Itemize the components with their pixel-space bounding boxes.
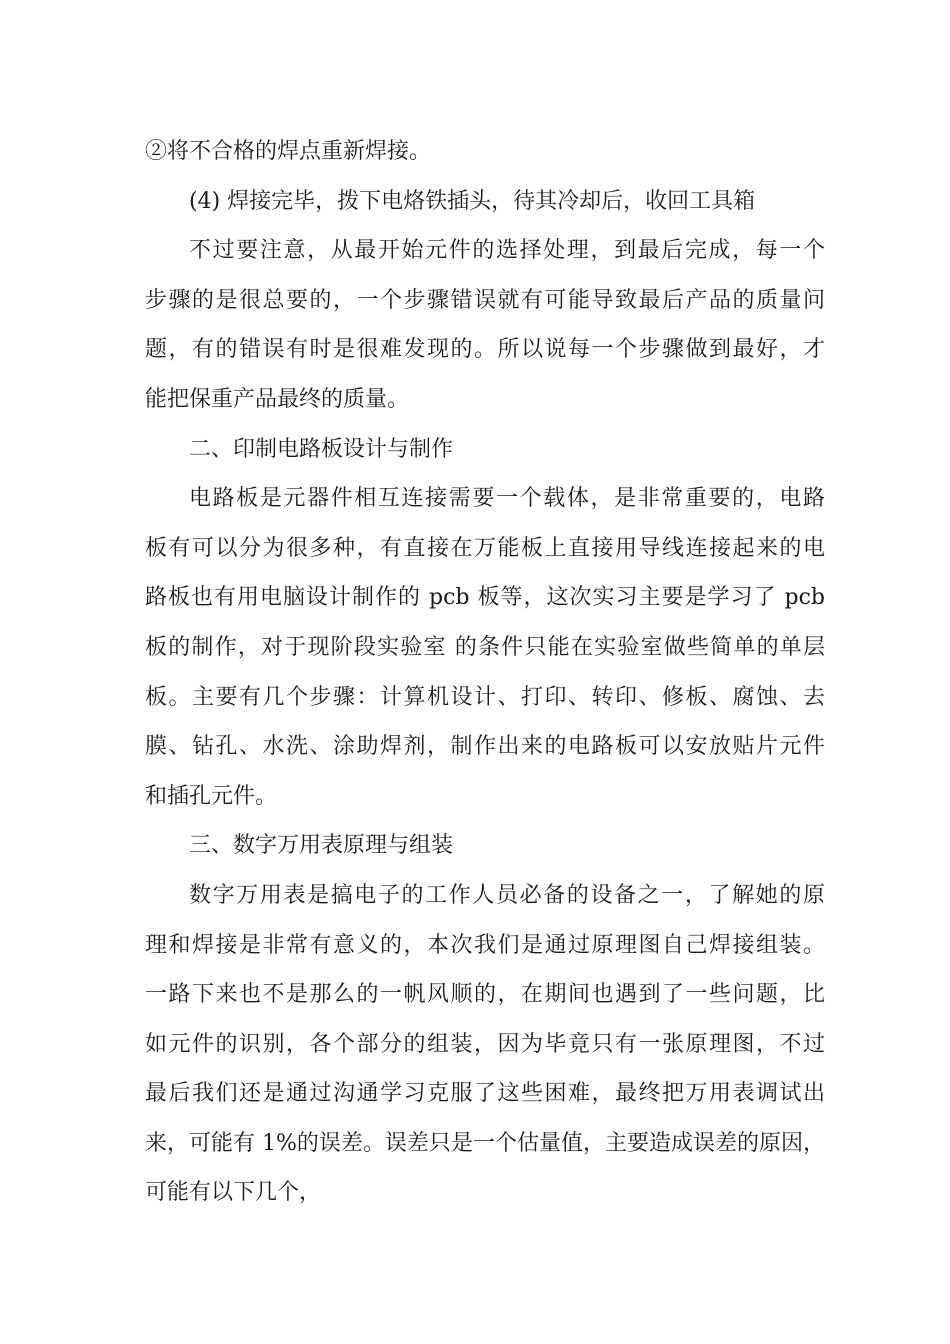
text-line: 数字万用表是搞电子的工作人员必备的设备之一，了解她的原 [189, 882, 825, 908]
text-line: 理和焊接是非常有意义的，本次我们是通过原理图自己焊接组装。 [145, 932, 825, 958]
text-line: 路板也有用电脑设计制作的 pcb 板等，这次实习主要是学习了 pcb [145, 585, 825, 611]
text-line: 能把保重产品最终的质量。 [145, 386, 410, 412]
document-body [145, 127, 825, 1218]
text-line: 板的制作，对于现阶段实验室 的条件只能在实验室做些简单的单层 [145, 634, 825, 660]
text-line: 来，可能有 1%的误差。误差只是一个估量值，主要造成误差的原因， [145, 1130, 825, 1156]
text-line: 不过要注意，从最开始元件的选择处理，到最后完成，每一个 [189, 238, 825, 264]
text-line: 板有可以分为很多种，有直接在万能板上直接用导线连接起来的电 [145, 535, 825, 561]
text-line: 题，有的错误有时是很难发现的。所以说每一个步骤做到最好，才 [145, 337, 825, 363]
text-line: 最后我们还是通过沟通学习克服了这些困难，最终把万用表调试出 [145, 1081, 825, 1107]
text-line: 和插孔元件。 [145, 783, 278, 809]
text-line: 膜、钻孔、水洗、涂助焊剂，制作出来的电路板可以安放贴片元件 [145, 734, 825, 760]
text-line: ②将不合格的焊点重新焊接。 [145, 139, 432, 164]
text-line: 二、印制电路板设计与制作 [189, 436, 454, 462]
text-line: 板。主要有几个步骤：计算机设计、打印、转印、修板、腐蚀、去 [145, 684, 825, 710]
text-line: 电路板是元器件相互连接需要一个载体，是非常重要的，电路 [189, 486, 825, 512]
text-line: 如元件的识别，各个部分的组装，因为毕竟只有一张原理图，不过 [145, 1031, 825, 1057]
text-line: 步骤的是很总要的，一个步骤错误就有可能导致最后产品的质量问 [145, 287, 825, 313]
text-line: 三、数字万用表原理与组装 [189, 833, 454, 859]
text-line: 可能有以下几个， [145, 1180, 322, 1206]
text-line: (4) 焊接完毕，拨下电烙铁插头，待其冷却后，收回工具箱 [189, 188, 756, 214]
text-line: 一路下来也不是那么的一帆风顺的，在期间也遇到了一些问题，比 [145, 982, 825, 1008]
